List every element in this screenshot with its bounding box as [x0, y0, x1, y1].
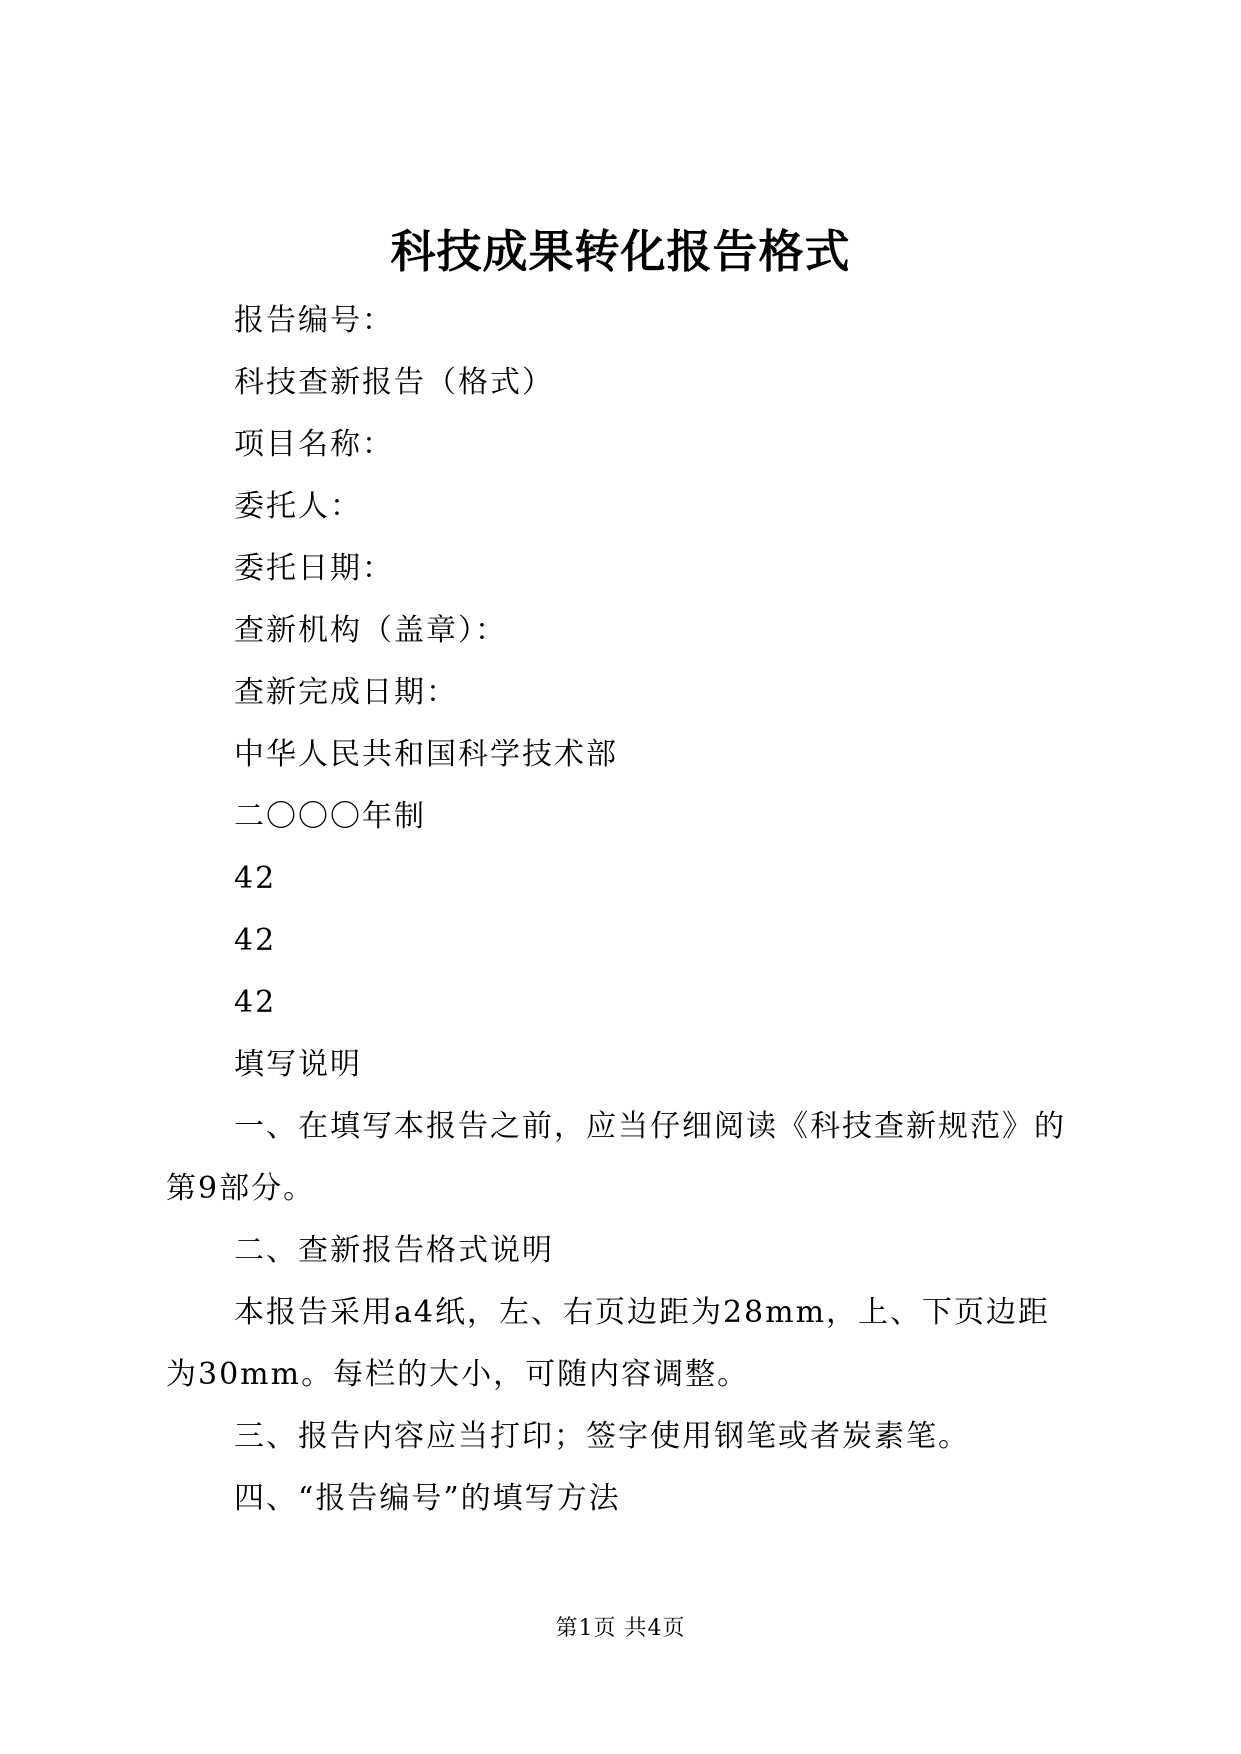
- field-client: 委托人：: [234, 489, 362, 524]
- instruction-heading: 四、“报告编号”的填写方法: [234, 1481, 621, 1516]
- field-report-number: 报告编号：: [234, 303, 394, 338]
- instruction-paragraph: 一、在填写本报告之前，应当仔细阅读《科技查新规范》的第9部分。: [166, 1109, 1066, 1206]
- instruction-paragraph: 本报告采用a4纸，左、右页边距为28mm，上、下页边距为30mm。每栏的大小，可随内容调整。: [166, 1295, 1051, 1392]
- document-body: [166, 290, 1078, 1530]
- number-line: 42: [234, 923, 277, 958]
- field-search-agency: 查新机构（盖章）：: [234, 613, 507, 648]
- issuing-ministry: 中华人民共和国科学技术部: [234, 737, 618, 772]
- field-commission-date: 委托日期：: [234, 551, 394, 586]
- report-format-heading: 科技查新报告（格式）: [234, 365, 554, 400]
- instructions-heading: 填写说明: [234, 1047, 362, 1082]
- issue-year: 二〇〇〇年制: [234, 799, 426, 834]
- field-completion-date: 查新完成日期：: [234, 675, 458, 710]
- document-title: 科技成果转化报告格式: [390, 225, 851, 278]
- instruction-heading: 二、查新报告格式说明: [234, 1233, 554, 1268]
- page-number-footer: 第1页 共4页: [555, 1616, 686, 1641]
- instruction-paragraph: 三、报告内容应当打印；签字使用钢笔或者炭素笔。: [234, 1419, 970, 1454]
- field-project-name: 项目名称：: [234, 427, 394, 462]
- number-line: 42: [234, 861, 277, 896]
- number-line: 42: [234, 985, 277, 1020]
